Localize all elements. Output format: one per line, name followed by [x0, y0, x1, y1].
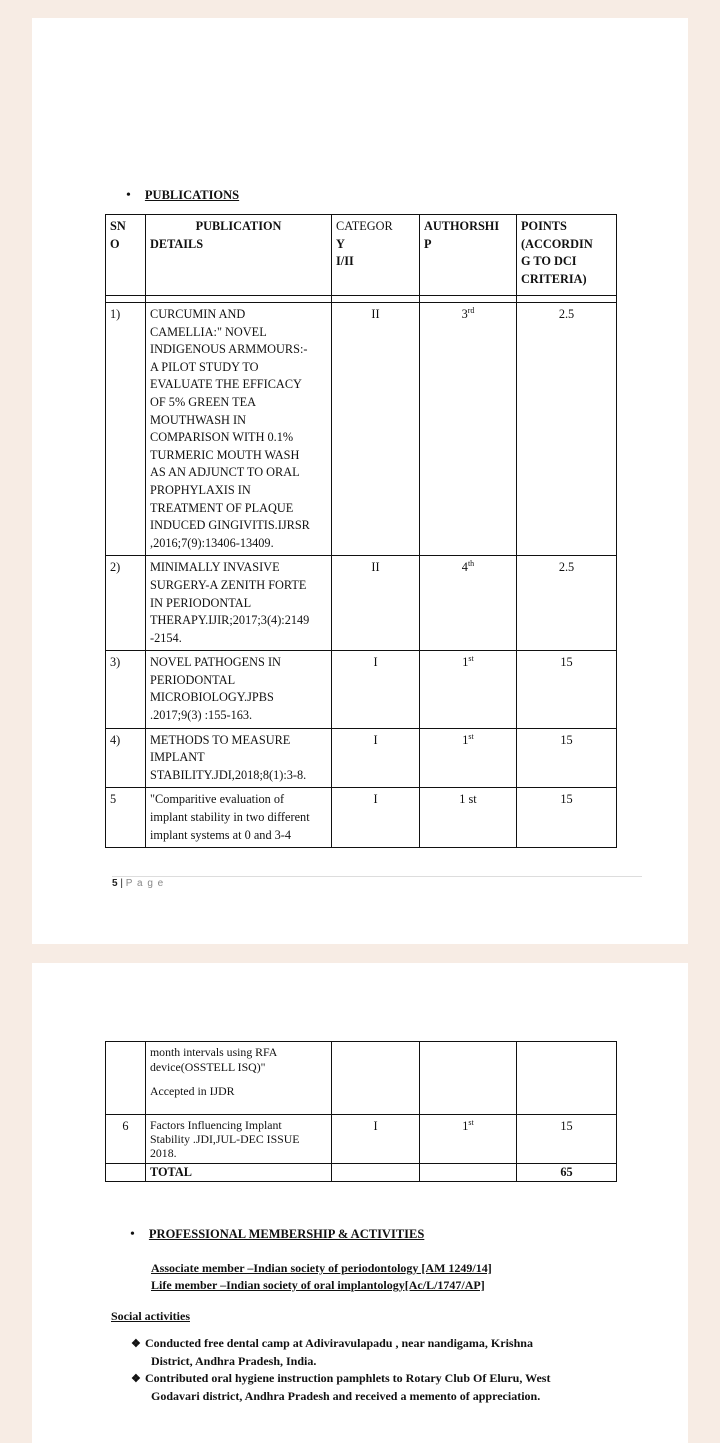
table-row: [106, 651, 617, 728]
auth-suffix: st: [468, 1117, 474, 1127]
auth-suffix: st: [468, 731, 474, 741]
detail-line: PROPHYLAXIS IN: [150, 482, 251, 497]
publications-heading: [126, 186, 239, 204]
header-text: PUBLICATION: [195, 219, 282, 233]
table-row: [106, 1115, 617, 1164]
auth-number: 4: [461, 560, 468, 575]
detail-line: Accepted in IJDR: [150, 1084, 235, 1098]
detail-line: COMPARISON WITH 0.1%: [150, 430, 294, 445]
detail-line: -2154.: [150, 630, 182, 645]
detail-line: SURGERY-A ZENITH FORTE: [150, 577, 307, 592]
diamond-bullet-icon: ❖: [131, 1338, 141, 1350]
header-details: [146, 215, 332, 296]
footer-rule: [112, 876, 642, 877]
row-details: [146, 788, 332, 848]
row-sno: 3): [106, 651, 146, 728]
detail-line: "Comparitive evaluation of: [150, 792, 285, 807]
table-row-continued: [106, 1042, 617, 1115]
row-category: II: [332, 303, 420, 556]
detail-line: TREATMENT OF PLAQUE: [150, 500, 294, 515]
row-authorship: [420, 728, 517, 788]
social-text: Godavari district, Andhra Pradesh and received a memento of appreciation.: [151, 1389, 541, 1403]
section-title: PUBLICATIONS: [144, 188, 240, 202]
page-label: P a g e: [125, 878, 165, 889]
auth-number: 3: [461, 307, 468, 321]
row-details: [146, 1042, 332, 1115]
header-text: SN: [110, 219, 126, 233]
detail-line: implant stability in two different: [150, 810, 310, 825]
row-authorship: [420, 556, 517, 651]
row-details: [146, 728, 332, 788]
page-number-value: 5: [112, 878, 118, 889]
row-authorship: [420, 1115, 517, 1164]
header-text: CATEGOR: [336, 219, 393, 233]
row-category: I: [332, 788, 420, 848]
row-category: [332, 1042, 420, 1115]
row-points: 15: [517, 728, 617, 788]
detail-line: STABILITY.JDI,2018;8(1):3-8.: [150, 767, 307, 782]
header-text: CRITERIA): [521, 271, 587, 286]
table-row: [106, 788, 617, 848]
detail-line: ,2016;7(9):13406-13409.: [150, 535, 274, 550]
diamond-bullet-icon: ❖: [131, 1373, 141, 1385]
row-details: [146, 303, 332, 556]
publications-table-continued: [105, 1041, 617, 1182]
detail-line: INDIGENOUS ARMMOURS:-: [150, 342, 308, 357]
total-label: TOTAL: [146, 1164, 332, 1182]
header-points: [517, 215, 617, 296]
bullet: •: [126, 188, 131, 203]
membership-heading: [130, 1225, 424, 1243]
row-details: [146, 1115, 332, 1164]
detail-line: Factors Influencing Implant: [150, 1118, 282, 1132]
detail-line: METHODS TO MEASURE: [150, 732, 291, 747]
row-category: I: [332, 651, 420, 728]
detail-line: THERAPY.IJIR;2017;3(4):2149: [150, 613, 310, 628]
header-text: POINTS: [521, 219, 567, 233]
membership-item: Associate member –Indian society of periodontology [AM 1249/14]: [151, 1261, 492, 1275]
table-row: [106, 303, 617, 556]
social-text: Contributed oral hygiene instruction pamphlets to Rotary Club Of Eluru, West: [145, 1371, 551, 1385]
document-page-5: [32, 18, 688, 944]
row-points: 15: [517, 1115, 617, 1164]
row-sno: 6: [106, 1115, 146, 1164]
detail-line: month intervals using RFA: [150, 1045, 278, 1059]
detail-line: INDUCED GINGIVITIS.IJRSR: [150, 518, 310, 533]
row-sno: [106, 1164, 146, 1182]
row-sno: 2): [106, 556, 146, 651]
detail-line: A PILOT STUDY TO: [150, 359, 259, 374]
social-activities-title: Social activities: [111, 1309, 190, 1323]
detail-line: CAMELLIA:" NOVEL: [150, 324, 267, 339]
detail-line: implant systems at 0 and 3-4: [150, 827, 292, 842]
detail-line: OF 5% GREEN TEA: [150, 394, 257, 409]
table-row: [106, 556, 617, 651]
row-authorship: [420, 651, 517, 728]
row-category: I: [332, 728, 420, 788]
document-page-6: [32, 963, 688, 1443]
header-authorship: [420, 215, 517, 296]
total-row: [106, 1164, 617, 1182]
auth-number: 1 st: [459, 792, 477, 807]
table-row: [106, 728, 617, 788]
header-text: P: [424, 236, 432, 251]
auth-number: 1: [462, 655, 469, 670]
row-details: [146, 556, 332, 651]
detail-line: Stability .JDI,JUL-DEC ISSUE: [150, 1132, 300, 1146]
membership-title: PROFESSIONAL MEMBERSHIP & ACTIVITIES: [148, 1227, 425, 1241]
auth-suffix: st: [468, 654, 474, 664]
row-category: I: [332, 1115, 420, 1164]
social-text: District, Andhra Pradesh, India.: [151, 1354, 317, 1368]
row-points: 2.5: [517, 303, 617, 556]
header-text: (ACCORDIN: [521, 236, 593, 251]
detail-line: TURMERIC MOUTH WASH: [150, 447, 300, 462]
detail-line: CURCUMIN AND: [150, 307, 246, 321]
row-details: [146, 651, 332, 728]
header-text: I/II: [336, 254, 354, 269]
page-number: 5 | P a g e: [112, 878, 165, 889]
social-item: [131, 1370, 621, 1405]
row-authorship: [420, 1042, 517, 1115]
row-authorship: [420, 1164, 517, 1182]
header-category: [332, 215, 420, 296]
detail-line: AS AN ADJUNCT TO ORAL: [150, 465, 300, 480]
row-points: 15: [517, 788, 617, 848]
social-text: Conducted free dental camp at Adiviravulapadu , near nandigama, Krishna: [145, 1336, 533, 1350]
publications-table: [105, 214, 617, 848]
row-sno: 5: [106, 788, 146, 848]
detail-line: device(OSSTELL ISQ)": [150, 1060, 266, 1074]
bullet: •: [130, 1227, 135, 1242]
social-item: [131, 1335, 621, 1370]
detail-line: IMPLANT: [150, 750, 205, 765]
detail-line: MINIMALLY INVASIVE: [150, 560, 280, 575]
row-authorship: [420, 303, 517, 556]
detail-line: MICROBIOLOGY.JPBS: [150, 690, 274, 705]
total-points: 65: [517, 1164, 617, 1182]
header-text: DETAILS: [150, 236, 204, 251]
detail-line: 2018.: [150, 1146, 177, 1160]
header-text: O: [110, 236, 120, 251]
row-sno: [106, 1042, 146, 1115]
row-sno: 1): [106, 303, 146, 556]
header-text: Y: [336, 236, 345, 251]
row-category: II: [332, 556, 420, 651]
row-authorship: [420, 788, 517, 848]
row-points: [517, 1042, 617, 1115]
row-points: 2.5: [517, 556, 617, 651]
auth-suffix: th: [467, 559, 475, 569]
row-category: [332, 1164, 420, 1182]
detail-line: EVALUATE THE EFFICACY: [150, 377, 302, 392]
detail-line: NOVEL PATHOGENS IN: [150, 655, 281, 670]
auth-number: 1: [462, 732, 469, 747]
header-text: G TO DCI: [521, 254, 577, 269]
table-header-row: [106, 215, 617, 296]
spacer-row: [106, 296, 617, 303]
auth-number: 1: [462, 1119, 469, 1133]
auth-suffix: rd: [467, 305, 475, 315]
membership-list: [151, 1260, 492, 1294]
detail-line: IN PERIODONTAL: [150, 595, 252, 610]
social-activities-list: [131, 1335, 621, 1405]
detail-line: MOUTHWASH IN: [150, 412, 246, 427]
header-sno: [106, 215, 146, 296]
row-sno: 4): [106, 728, 146, 788]
membership-item: Life member –Indian society of oral implantology[Ac/L/1747/AP]: [151, 1278, 485, 1292]
detail-line: .2017;9(3) :155-163.: [150, 708, 253, 723]
detail-line: PERIODONTAL: [150, 672, 236, 687]
row-points: 15: [517, 651, 617, 728]
header-text: AUTHORSHI: [424, 219, 500, 233]
